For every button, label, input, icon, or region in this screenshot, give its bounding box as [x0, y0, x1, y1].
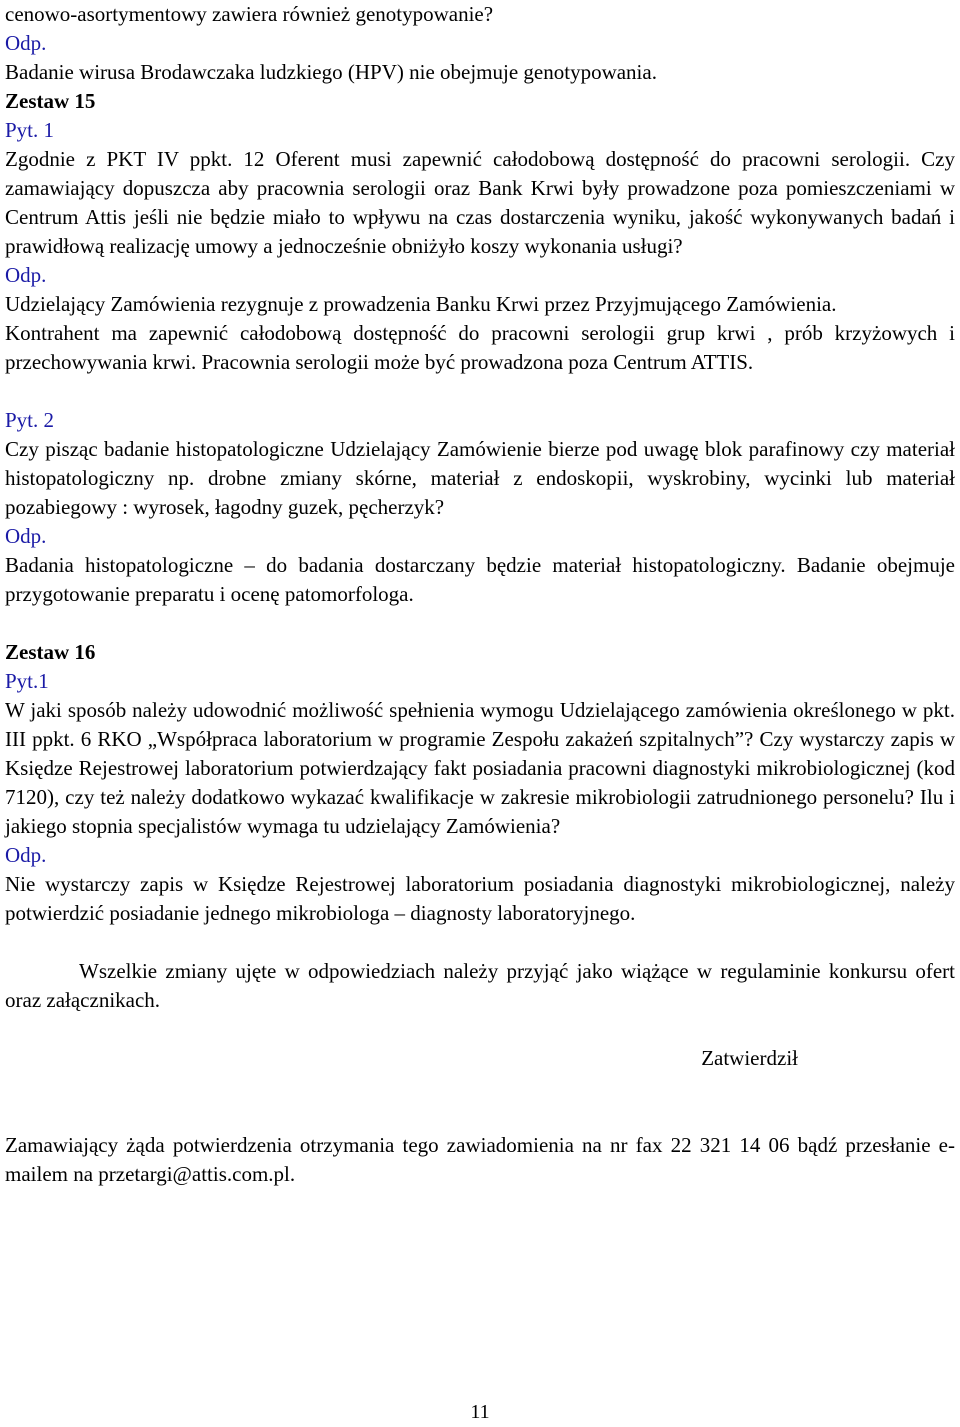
zestaw-16-heading: Zestaw 16: [5, 640, 96, 664]
question-label: Pyt. 2: [5, 408, 55, 432]
intro-answer: Badanie wirusa Brodawczaka ludzkiego (HPV) nie obejmuje genotypowania.: [5, 60, 657, 84]
document-page: [5, 0, 955, 1189]
answer-label: Odp.: [5, 263, 47, 287]
intro-question-end: cenowo-asortymentowy zawiera również genotypowanie?: [5, 2, 494, 26]
spacer: [5, 928, 955, 957]
answer-text: Badania histopatologiczne – do badania dostarczany będzie materiał histopatologiczny. Badanie obejmuje przygotowanie preparatu i ocenę patomorfologa.: [5, 553, 955, 606]
spacer: [5, 1015, 955, 1044]
answer-label: Odp.: [5, 31, 47, 55]
answer-text: Nie wystarczy zapis w Księdze Rejestrowej laboratorium posiadania diagnostyki mikrobiologicznej, należy potwierdzić posiadanie jednego mikrobiologa – diagnosty laboratoryjnego.: [5, 872, 955, 925]
spacer: [5, 1102, 955, 1131]
spacer: [5, 609, 955, 638]
question-label: Pyt. 1: [5, 118, 55, 142]
answer-text: Kontrahent ma zapewnić całodobową dostępność do pracowni serologii grup krwi , prób krzyżowych i przechowywania krwi. Pracownia serologii może być prowadzona poza Centrum ATTIS.: [5, 321, 955, 374]
spacer: [5, 377, 955, 406]
answer-label: Odp.: [5, 843, 47, 867]
question-text: W jaki sposób należy udowodnić możliwość spełnienia wymogu Udzielającego zamówienia określonego w pkt. III ppkt. 6 RKO „Współpraca laboratorium w programie Zespołu zakażeń szpitalnych”? Czy wystarczy zapis w Księdze Rejestrowej laboratorium potwierdzający fakt posiadania pracowni diagnostyki mikrobiologicznej (kod 7120), czy też należy dodatkowo wykazać kwalifikacje w zakresie mikrobiologii zatrudnionego personelu? Ilu i jakiego stopnia specjalistów wymaga tu udzielający Zamówienia?: [5, 698, 955, 838]
signature-label: Zatwierdził: [701, 1046, 798, 1070]
question-text: Zgodnie z PKT IV ppkt. 12 Oferent musi zapewnić całodobową dostępność do pracowni serologii. Czy zamawiający dopuszcza aby pracownia serologii oraz Bank Krwi były prowadzone poza pomieszczeniami w Centrum Attis jeśli nie będzie miało to wpływu na czas dostarczenia wyniku, jakość wykonywanych badań i prawidłową realizację umowy a jednocześnie obniżyło koszy wykonania usługi?: [5, 147, 955, 258]
answer-label: Odp.: [5, 524, 47, 548]
question-label: Pyt.1: [5, 669, 49, 693]
page-number: 11: [470, 1401, 490, 1423]
answer-text: Udzielający Zamówienia rezygnuje z prowadzenia Banku Krwi przez Przyjmującego Zamówienia.: [5, 292, 837, 316]
footer-note: Zamawiający żąda potwierdzenia otrzymania tego zawiadomienia na nr fax 22 321 14 06 bądź przesłanie e-mailem na przetargi@attis.com.pl.: [5, 1133, 955, 1186]
closing-note: Wszelkie zmiany ujęte w odpowiedziach należy przyjąć jako wiążące w regulaminie konkursu ofert oraz załącznikach.: [5, 959, 955, 1012]
spacer: [5, 1073, 955, 1102]
zestaw-15-heading: Zestaw 15: [5, 89, 96, 113]
question-text: Czy pisząc badanie histopatologiczne Udzielający Zamówienie bierze pod uwagę blok parafinowy czy materiał histopatologiczny np. drobne zmiany skórne, materiał z endoskopii, wyskrobiny, wycinki lub materiał pozabiegowy : wyrosek, łagodny guzek, pęcherzyk?: [5, 437, 955, 519]
